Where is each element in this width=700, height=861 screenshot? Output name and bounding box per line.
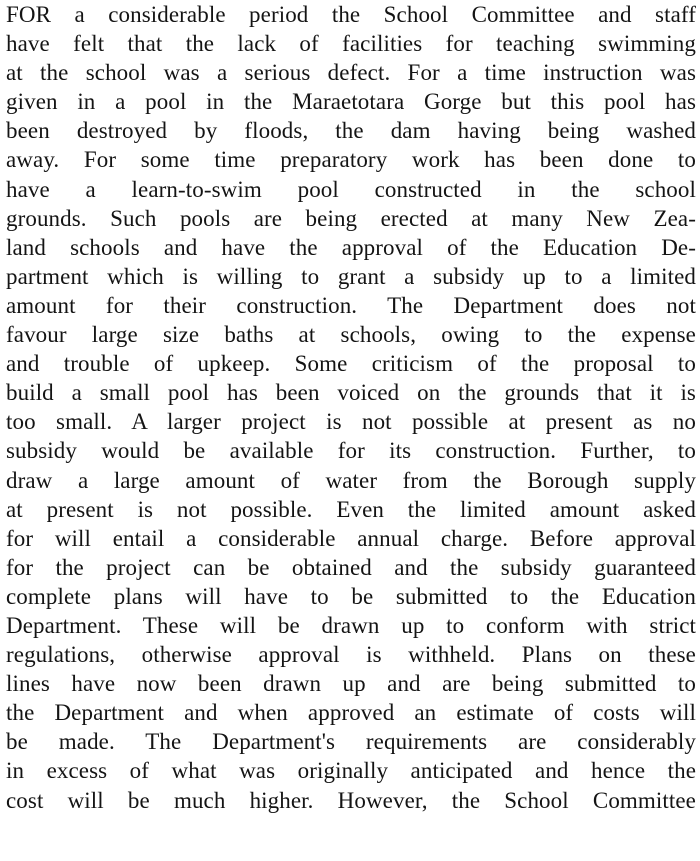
text-line: subsidy would be available for its construction. Further, to (6, 438, 696, 464)
text-line: away. For some time preparatory work has been done to (6, 147, 696, 173)
text-line: lines have now been drawn up and are being submitted to (6, 671, 696, 697)
text-line: Department. These will be drawn up to conform with strict (6, 612, 696, 638)
text-line: grounds. Such pools are being erected at many New Zea- (6, 205, 696, 231)
text-line: land schools and have the approval of the Education De- (6, 234, 696, 260)
text-line: amount for their construction. The Department does not (6, 292, 696, 318)
text-line: in excess of what was originally anticipated and hence the (6, 758, 696, 784)
text-line: and trouble of upkeep. Some criticism of the proposal to (6, 351, 696, 377)
text-line: given in a pool in the Maraetotara Gorge but this pool has (6, 89, 696, 115)
text-line: have felt that the lack of facilities for teaching swimming (6, 31, 696, 57)
text-line: for the project can be obtained and the subsidy guaranteed (6, 554, 696, 580)
text-line: been destroyed by floods, the dam having being washed (6, 118, 696, 144)
article-body (6, 0, 696, 815)
text-line: at present is not possible. Even the limited amount asked (6, 496, 696, 522)
text-line: draw a large amount of water from the Borough supply (6, 467, 696, 493)
text-line: partment which is willing to grant a subsidy up to a limited (6, 263, 696, 289)
text-line: the Department and when approved an estimate of costs will (6, 700, 696, 726)
text-line: for will entail a considerable annual charge. Before approval (6, 525, 696, 551)
text-line: favour large size baths at schools, owing to the expense (6, 322, 696, 348)
document-page (6, 0, 696, 861)
text-line: too small. A larger project is not possible at present as no (6, 409, 696, 435)
text-line: regulations, otherwise approval is withheld. Plans on these (6, 642, 696, 668)
text-line: at the school was a serious defect. For a time instruction was (6, 60, 696, 86)
text-line: be made. The Department's requirements are considerably (6, 729, 696, 755)
text-line: cost will be much higher. However, the School Committee (6, 787, 696, 813)
text-line: complete plans will have to be submitted to the Education (6, 583, 696, 609)
text-line: FOR a considerable period the School Committee and staff (6, 2, 696, 27)
text-line: have a learn-to-swim pool constructed in the school (6, 176, 696, 202)
text-line: build a small pool has been voiced on the grounds that it is (6, 380, 696, 406)
